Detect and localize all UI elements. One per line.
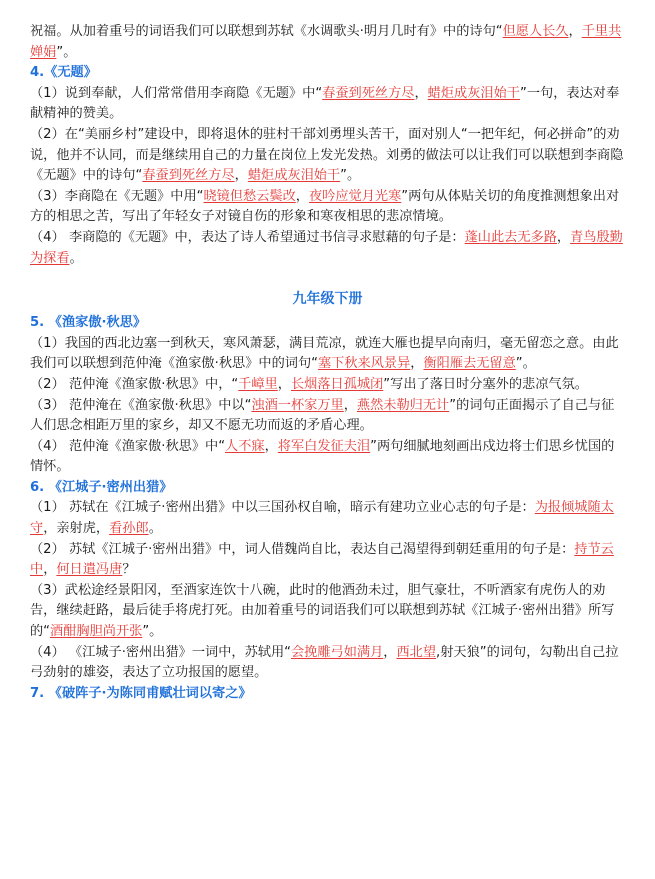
paragraph-text: 。	[69, 250, 83, 266]
paragraph-text: ”的词句正面揭示了自己与征人们思念相距万里的家乡，却又不愿无功而返的矛盾心理。	[30, 397, 615, 434]
paragraph-text: ，	[264, 438, 278, 454]
paragraph	[30, 125, 625, 187]
paragraph-text: 祝福。从加着重号的词语我们可以联想到苏轼《水调歌头·明月几时有》中的诗句“	[30, 24, 503, 39]
paragraph	[30, 187, 625, 228]
paragraph-text: （2）在“美丽乡村”建设中，即将退休的驻村干部刘勇埋头苦干，面对别人“一把年纪，何必拼命”的劝说，他并不认同，而是继续用自己的力量在岗位上发光发热。刘勇的做法可以让我们可以联想到李商隐《无题》中的诗句“	[30, 126, 624, 184]
paragraph-text: ，	[277, 376, 291, 392]
paragraph-text: （1） 苏轼在《江城子·密州出猎》中以三国孙权自喻，暗示有建功立业心志的句子是：	[30, 500, 535, 516]
paragraph-text: ”写出了落日时分塞外的悲凉气氛。	[383, 376, 588, 392]
answer-text: 长烟落日孤城闭	[290, 376, 384, 392]
answer-text: 衡阳雁去无留意	[423, 356, 516, 372]
paragraph-text: （4） 李商隐的《无题》中，表达了诗人希望通过书信寻求慰藉的句子是：	[30, 229, 465, 245]
answer-text: 蜡炬成灰泪始干	[247, 168, 341, 184]
paragraph-text: ”。	[515, 356, 536, 372]
poem-heading: 6. 《江城子·密州出猎》	[30, 479, 173, 495]
paragraph-text: ，亲射虎，	[43, 521, 110, 537]
paragraph-text: ”。	[340, 168, 361, 184]
paragraph	[30, 84, 625, 125]
paragraph	[30, 228, 625, 269]
answer-text: 晓镜但愁云鬓改	[203, 188, 296, 204]
paragraph-text: ”。	[56, 44, 77, 60]
answer-text: 但愿人长久	[502, 24, 569, 39]
answer-text: 夜吟应觉月光寒	[308, 188, 402, 204]
answer-text: 人不寐	[225, 438, 265, 454]
answer-text: 浊酒一杯家万里	[251, 397, 344, 413]
paragraph-text: ”两句细腻地刻画出戍边将士们思乡忧国的情怀。	[30, 438, 615, 475]
paragraph-text: ，	[410, 356, 424, 372]
paragraph-text: ？	[122, 562, 136, 578]
paragraph-text: ”两句从体贴关切的角度推测想象出对方的相思之苦，写出了年轻女子对镜自伤的形象和寒夜相思的悲凉情境。	[30, 188, 620, 225]
paragraph	[30, 540, 625, 581]
paragraph-text: ，	[295, 188, 309, 204]
paragraph	[30, 498, 625, 539]
section-title: 九年级下册	[292, 291, 363, 308]
paragraph-text: （3） 范仲淹在《渔家傲·秋思》中以“	[30, 397, 252, 413]
paragraph-text: （1）我国的西北边塞一到秋天，寒风萧瑟，满目荒凉，就连大雁也提早向南归，毫无留恋之意。由此我们可以联想到范仲淹《渔家傲·秋思》中的词句“	[30, 335, 619, 372]
answer-text: 为报倾城随太守	[30, 500, 614, 537]
answer-text: 何日遣冯唐	[56, 562, 123, 578]
poem-heading: 4.《无题》	[30, 65, 97, 81]
paragraph-text: ，	[43, 562, 57, 578]
paragraph-text: ，	[414, 85, 428, 101]
paragraph-text: （3）李商隐在《无题》中用“	[30, 188, 204, 204]
paragraph-text: ，	[343, 397, 357, 413]
answer-text: 将军白发征夫泪	[277, 438, 371, 454]
paragraph	[30, 334, 625, 375]
paragraph	[30, 22, 625, 63]
answer-text: 千里共婵娟	[30, 24, 622, 60]
paragraph-text: （1）说到奉献，人们常常借用李商隐《无题》中“	[30, 85, 323, 101]
paragraph	[30, 643, 625, 684]
paragraph	[30, 375, 625, 396]
paragraph	[30, 437, 625, 478]
answer-text: 青鸟殷勤为探看	[30, 229, 623, 266]
answer-text: 持节云中	[30, 541, 614, 578]
paragraph-text: ，	[234, 168, 248, 184]
answer-text: 西北望	[396, 644, 437, 660]
answer-text: 酒酣胸胆尚开张	[50, 624, 143, 640]
paragraph-text: ”。	[142, 624, 163, 640]
paragraph-text: （2） 范仲淹《渔家傲·秋思》中，“	[30, 376, 239, 392]
answer-text: 春蚕到死丝方尽	[322, 85, 415, 101]
paragraph-text: ，	[556, 229, 571, 245]
answer-text: 看孙郎	[109, 521, 149, 537]
poem-heading: 7. 《破阵子·为陈同甫赋壮词以寄之》	[30, 685, 252, 701]
paragraph-text: ,射天狼”的词句，勾勒出自己拉弓劲射的雄姿，表达了立功报国的愿望。	[30, 644, 619, 681]
paragraph-text: ，	[568, 24, 582, 39]
poem-heading: 5. 《渔家傲·秋思》	[30, 315, 147, 331]
paragraph	[30, 396, 625, 437]
paragraph-text: 。	[148, 521, 162, 537]
answer-text: 蜡炬成灰泪始干	[427, 85, 520, 101]
paragraph-text: ”一句，表达对奉献精神的赞美。	[30, 85, 620, 122]
paragraph-text: （3）武松途经景阳冈，至酒家连饮十八碗，此时的他酒劲未过，胆气豪壮，不听酒家有虎伤人的劝告，继续赶路，最后徒手将虎打死。由加着重号的词语我们可以联想到苏轼《江城子·密州出猎》所写的“	[30, 582, 615, 640]
answer-text: 燕然未勒归无计	[356, 397, 450, 413]
answer-text: 春蚕到死丝方尽	[142, 168, 235, 184]
paragraph	[30, 581, 625, 643]
paragraph-text: ，	[383, 644, 397, 660]
answer-text: 蓬山此去无多路	[464, 229, 557, 245]
answer-text: 千嶂里	[238, 376, 278, 392]
answer-text: 塞下秋来风景异	[317, 356, 411, 372]
answer-text: 会挽雕弓如满月	[290, 644, 384, 660]
paragraph-text: （4） 《江城子·密州出猎》一词中，苏轼用“	[30, 644, 291, 660]
paragraph-text: （4） 范仲淹《渔家傲·秋思》中“	[30, 438, 226, 454]
paragraph-text: （2） 苏轼《江城子·密州出猎》中，词人借魏尚自比，表达自己渴望得到朝廷重用的句子是：	[30, 541, 575, 557]
